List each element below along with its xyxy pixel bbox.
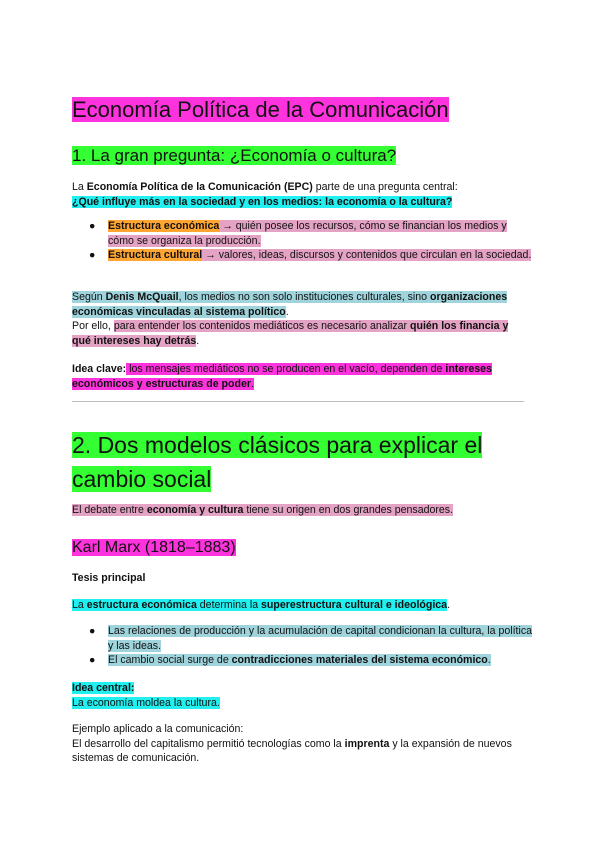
section1-paragraph: Según Denis McQuail, los medios no son solo instituciones culturales, sino organizaciones económicas vinculadas al sistema político. Por ello, para entender los contenidos mediáticos es necesario analizar quién los financia y qué intereses hay detrás. <box>72 291 509 347</box>
list-item: ● Estructura cultural → valores, ideas, discursos y contenidos que circulan en la sociedad. <box>89 249 532 261</box>
section2-intro: El debate entre economía y cultura tiene su origen en dos grandes pensadores. <box>72 504 454 516</box>
central-idea: Idea central: La economía moldea la cultura. <box>72 682 220 709</box>
thesis-text: La estructura económica determina la superestructura cultural e ideológica. <box>72 599 451 611</box>
key-idea: Idea clave: los mensajes mediáticos no se producen en el vacío, dependen de intereses económicos y estructuras de poder. <box>72 363 492 390</box>
bullet-icon: ● <box>89 625 96 637</box>
list-item: ● Estructura económica → quién posee los recursos, cómo se financian los medios y cómo se organiza la producción. <box>89 220 507 247</box>
section2-heading: 2. Dos modelos clásicos para explicar el cambio social <box>72 432 483 492</box>
bullet-icon: ● <box>89 654 96 666</box>
bullet-icon: ● <box>89 249 96 261</box>
horizontal-divider <box>72 401 524 402</box>
list-item: ● Las relaciones de producción y la acumulación de capital condicionan la cultura, la política y las ideas. <box>89 625 533 652</box>
section1-intro: La Economía Política de la Comunicación (EPC) parte de una pregunta central: ¿Qué influye más en la sociedad y en los medios: la economía o la cultura? <box>72 181 458 208</box>
section1-bullets <box>72 219 532 263</box>
thesis-label: Tesis principal <box>72 572 146 584</box>
list-item: ● El cambio social surge de contradicciones materiales del sistema económico. <box>89 654 491 666</box>
bullet-icon: ● <box>89 220 96 232</box>
section2-bullets <box>72 624 532 668</box>
marx-heading: Karl Marx (1818–1883) <box>72 539 236 556</box>
example: Ejemplo aplicado a la comunicación: El desarrollo del capitalismo permitió tecnologías como la imprenta y la expansión de nuevos sistemas de comunicación. <box>72 723 512 764</box>
section1-heading: 1. La gran pregunta: ¿Economía o cultura? <box>72 146 397 165</box>
document-title: Economía Política de la Comunicación <box>72 97 449 122</box>
central-question: ¿Qué influye más en la sociedad y en los medios: la economía o la cultura? <box>72 195 453 208</box>
